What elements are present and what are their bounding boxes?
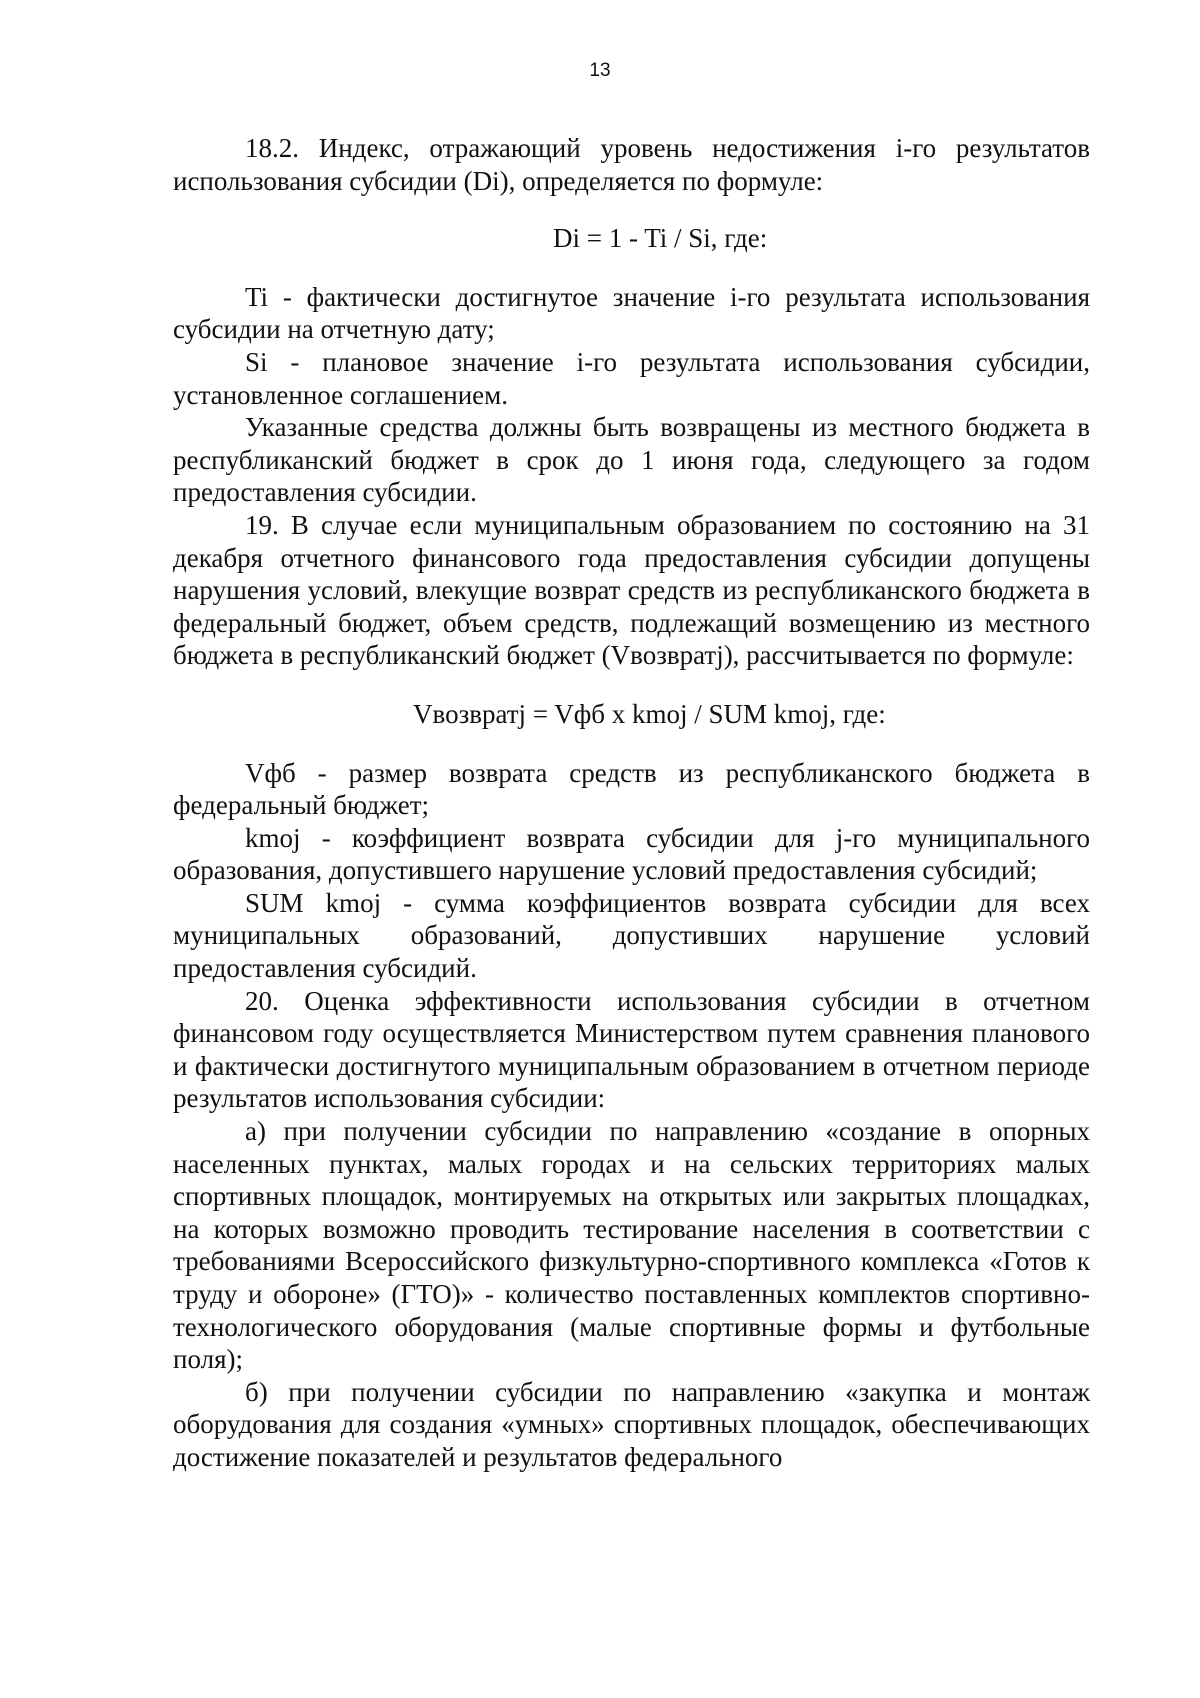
paragraph-si-definition: Si - плановое значение i-го результата использования субсидии, установленное соглашением. [173,346,1090,410]
formula-di: Di = 1 - Ti / Si, где: [553,223,768,254]
paragraph-ti-definition: Ti - фактически достигнутое значение i-го результата использования субсидии на отчетную дату; [173,281,1090,345]
list-item-b: б) при получении субсидии по направлению «закупка и монтаж оборудования для создания «умных» спортивных площадок, обеспечивающих достижение показателей и результатов федерального [173,1376,1090,1472]
formula-v-return: Vвозвратj = Vфб x kmoj / SUM kmoj, где: [413,698,886,729]
list-item-a: а) при получении субсидии по направлению «создание в опорных населенных пунктах, малых городах и на сельских территориях малых спортивных площадок, монтируемых на открытых или закрытых площадках, на которых возможно проводить тестирование населения в соответствии с требованиями Всероссийского физкультурно-спортивного комплекса «Готов к труду и обороне» (ГТО)» - количество поставленных комплектов спортивно-технологического оборудования (малые спортивные формы и футбольные поля); [173,1116,1090,1375]
paragraph-18-2: 18.2. Индекс, отражающий уровень недостижения i-го результатов использования субсидии (Di), определяется по формуле: [173,133,1090,196]
paragraph-19: 19. В случае если муниципальным образованием по состоянию на 31 декабря отчетного финансового года предоставления субсидии допущены нарушения условий, влекущие возврат средств из республиканского бюджета в федеральный бюджет, объем средств, подлежащий возмещению из местного бюджета в республиканский бюджет (Vвозвратj), рассчитывается по формуле: [173,509,1090,671]
paragraph-20: 20. Оценка эффективности использования субсидии в отчетном финансовом году осуществляется Министерством путем сравнения планового и фактически достигнутого муниципальным образованием в отчетном периоде результатов использования субсидии: [173,985,1090,1114]
paragraph-sum-kmoj-definition: SUM kmoj - сумма коэффициентов возврата субсидии для всех муниципальных образований, допустивших нарушение условий предоставления субсидий. [173,887,1090,984]
page-number: 13 [589,60,611,81]
document-body [173,132,1090,1474]
paragraph-return-funds: Указанные средства должны быть возвращены из местного бюджета в республиканский бюджет в срок до 1 июня года, следующего за годом предоставления субсидии. [173,412,1090,508]
paragraph-vfb-definition: Vфб - размер возврата средств из республиканского бюджета в федеральный бюджет; [173,757,1090,821]
paragraph-kmoj-definition: kmoj - коэффициент возврата субсидии для j-го муниципального образования, допустившего нарушение условий предоставления субсидий; [173,822,1090,886]
